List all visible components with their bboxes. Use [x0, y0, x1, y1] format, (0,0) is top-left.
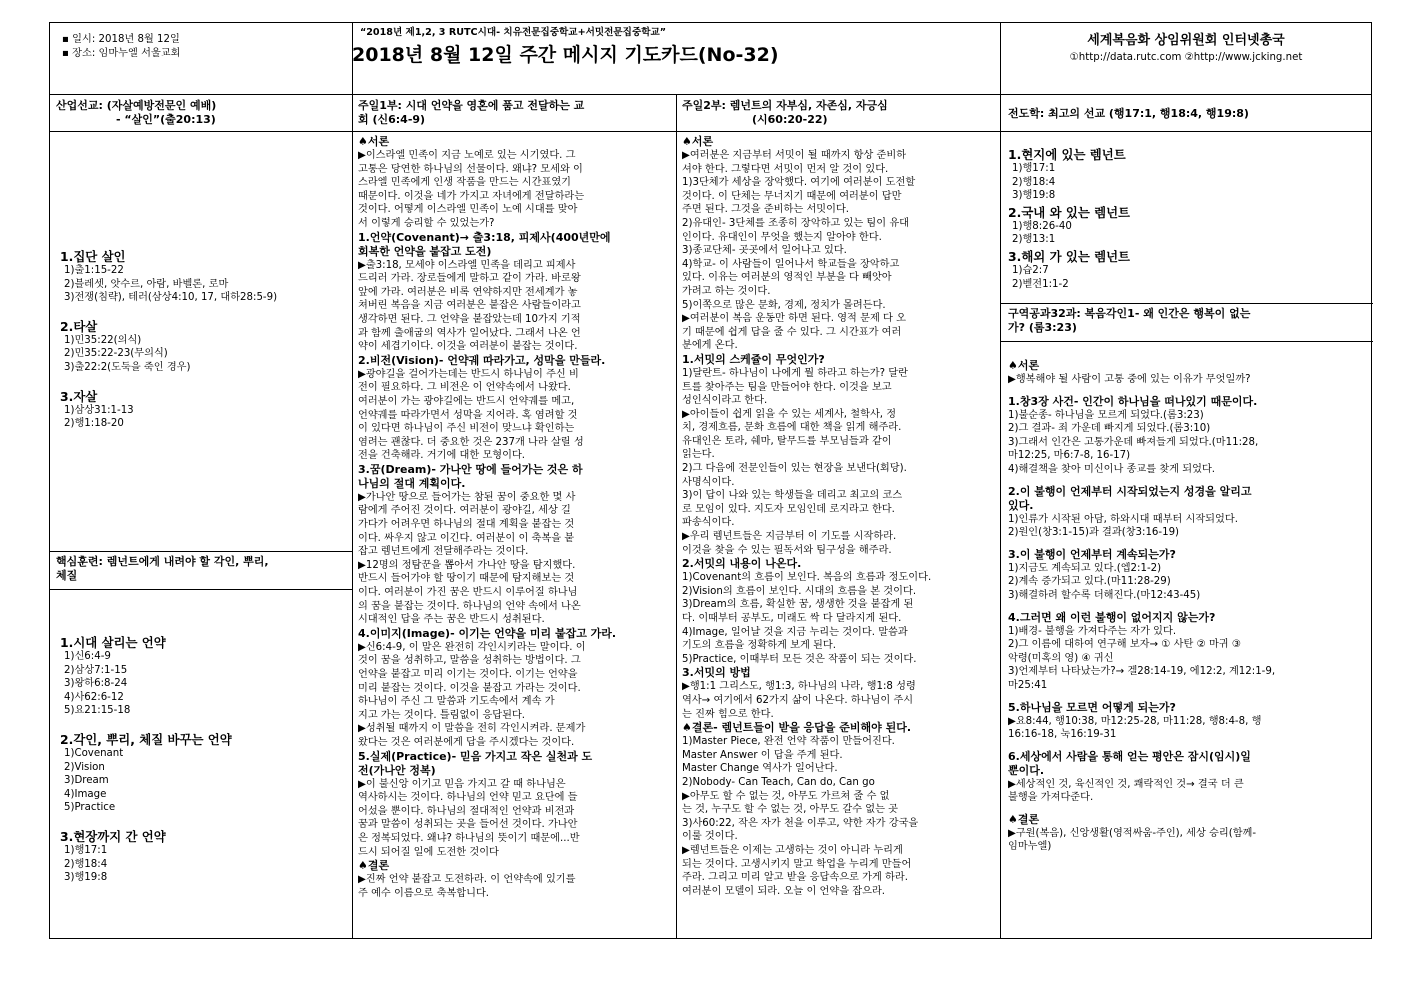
divider [50, 131, 1371, 132]
org-name: 세계복음화 상임위원회 인터넷총국 [1087, 33, 1285, 48]
body-line: 마12:25, 마6:7-8, 16-17) [1008, 450, 1131, 462]
reference-item: 1)민35:22(의식) [64, 334, 142, 346]
point-heading: 전(가나안 정복) [358, 763, 436, 777]
body-line: 고통은 당연한 하나님의 선물이다. 왜냐? 모세와 이 [358, 163, 583, 175]
spacer [60, 375, 350, 389]
body-line: 미리 붙잡는 것이다. 이것을 붙잡고 가라는 것이다. [358, 682, 581, 694]
body-line: 주 예수 이름으로 축복합니다. [358, 887, 490, 899]
point-heading: ♠서론 [358, 135, 390, 148]
body-line: ▶진짜 언약 붙잡고 도전하라. 이 언약속에 있기를 [358, 874, 576, 886]
section-title: 3.해외 가 있는 렘넌트 [1008, 248, 1131, 264]
date-text: ▪ 일시: 2018년 8월 12일 [62, 34, 180, 45]
point-heading: 4.이미지(Image)- 이기는 언약을 미리 붙잡고 가라. [358, 626, 617, 640]
body-line: 되는 것이다. 고생시키지 말고 학업을 누리게 만들어 [682, 858, 912, 870]
body-line: 3)Dream의 흐름, 확실한 꿈, 생생한 것을 붙잡게 된 [682, 599, 914, 611]
point-heading: 3.이 불행이 언제부터 계속되는가? [1008, 547, 1176, 561]
body-line: ▶여러분은 지금부터 서밋이 될 때까지 항상 준비하 [682, 150, 907, 161]
point-heading: 1.언약(Covenant)→ 출3:18, 피제사(400년만에 [358, 230, 611, 244]
body-line: 꿈과 말씀이 성취되는 곳을 들어선 것이다. 가나안 [358, 819, 578, 831]
body-line: ▶렘넌트들은 이제는 고생하는 것이 아니라 누리게 [682, 844, 903, 856]
body-line: Master Answer 이 답을 주게 된다. [682, 749, 843, 761]
column-body-1 [60, 249, 350, 449]
reference-item: 1)습2:7 [1012, 264, 1049, 276]
point-heading: 3.서밋의 방법 [682, 666, 751, 680]
body-line: 3)사60:22, 작은 자가 천을 이루고, 약한 자가 강국을 [682, 817, 919, 829]
column-heading-sub: 회 (신6:4-9) [358, 113, 426, 126]
body-line: 여러분이 가는 광야길에는 반드시 언약궤를 메고, [358, 395, 575, 407]
body-line: 파송식이다. [682, 517, 735, 529]
point-heading: 뿐이다. [1008, 763, 1045, 777]
body-line: 2)그 이름에 대하여 연구해 보자→ ① 사탄 ② 마귀 ③ [1008, 639, 1241, 651]
body-line: 3)해결하려 할수록 더해진다.(마12:43-45) [1008, 589, 1201, 601]
reference-item: 3)출22:2(도둑을 죽인 경우) [64, 361, 191, 373]
body-line: 마25:41 [1008, 679, 1048, 691]
body-line: ▶요8:44, 행10:38, 마12:25-28, 마11:28, 행8:4-8, 행 [1008, 715, 1262, 727]
point-heading: ♠결론 [358, 859, 390, 873]
spacer [60, 431, 350, 445]
section-title: 1.현지에 있는 렘넌트 [1008, 147, 1126, 162]
column-heading: 주일1부: 시대 언약을 영혼에 품고 전달하는 교 [358, 99, 585, 112]
body-line: 은 정복되었다. 왜냐? 하나님의 뜻이기 때문에...반 [358, 832, 580, 844]
body-line: 2)그 결과- 죄 가운데 빠지게 되었다.(롬3:10) [1008, 423, 1211, 435]
reference-item: 3)전쟁(침략), 테러(삼상4:10, 17, 대하28:5-9) [64, 292, 278, 304]
body-line: 것이다. 어떻게 이스라엘 민족이 노예 시대를 맞아 [358, 204, 578, 216]
reference-item: 2)블레셋, 앗수르, 아람, 바벨론, 로마 [64, 278, 229, 290]
body-line: 불행을 가져다준다. [1008, 792, 1094, 804]
reference-item: 2)행18:4 [1012, 176, 1056, 188]
point-heading: ♠결론- 렘넌트들이 받을 응답을 준비해야 된다. [682, 721, 912, 735]
body-line: ▶행1:1 그리스도, 행1:3, 하나님의 나라, 행1:8 성령 [682, 681, 916, 693]
body-line: 1)지금도 계속되고 있다.(엡2:1-2) [1008, 562, 1162, 574]
body-line: 어섰을 뿐이다. 하나님의 절대적인 언약과 비전과 [358, 805, 575, 817]
body-line: 4)Image, 일어날 것을 지금 누리는 것이다. 말씀과 [682, 626, 908, 638]
spacer [60, 815, 350, 829]
point-heading: 1.창3장 사건- 인간이 하나님을 떠나있기 때문이다. [1008, 394, 1258, 408]
body-line: 3)언제부터 나타났는가?→ 겔28:14-19, 에12:2, 계12:1-9, [1008, 666, 1276, 678]
column-heading-sub: (시60:20-22) [752, 113, 828, 126]
body-line: 염려는 괜찮다. 더 중요한 것은 237개 나라 살릴 성 [358, 436, 584, 448]
body-line: 1)Master Piece, 완전 언약 작품이 만들어진다. [682, 736, 895, 748]
body-line: 2)원인(창3:1-15)과 결과(창3:16-19) [1008, 527, 1180, 539]
body-line: 2)그 다음에 전문인들이 있는 현장을 보낸다(회당). [682, 463, 907, 475]
reference-item: 2)행1:18-20 [64, 418, 124, 430]
reference-item: 1)행17:1 [64, 844, 108, 856]
reference-item: 5)요21:15-18 [64, 705, 131, 717]
body-line: 전이 필요하다. 그 비전은 이 언약속에서 나왔다. [358, 382, 571, 394]
lesson-title: 구역공과32과: 복음각인1- 왜 인간은 행복이 없는 [1008, 307, 1251, 320]
body-line: 주면 된다. 그것을 준비하는 서밋이다. [682, 204, 850, 216]
body-line: 람에게 주어진 것이다. 여러분이 광야길, 세상 길 [358, 505, 571, 517]
reference-item: 4)Image [64, 788, 107, 800]
column-sermon-2 [682, 99, 998, 131]
reference-item: 2)Vision [64, 761, 105, 773]
divider [352, 23, 353, 95]
reference-item: 1)신6:4-9 [64, 651, 111, 662]
body-line: 쳐버린 복음을 지금 여러분은 붙잡은 사람들이라고 [358, 300, 581, 312]
body-line: 지고 가는 것이다. 틀림없이 응답된다. [358, 709, 526, 721]
column-sermon-1 [358, 99, 674, 131]
body-line: 는 진짜 힘으로 한다. [682, 708, 774, 720]
reference-item: 2)민35:22-23(무의식) [64, 348, 168, 360]
reference-item: 1)행8:26-40 [1012, 220, 1072, 232]
body-line: 가다가 어려우면 하나님의 절대 계획을 붙잡는 것 [358, 519, 575, 531]
core-heading: 핵심훈련: 렘넌트에게 내려야 할 각인, 뿌리, [56, 555, 269, 568]
body-line: 1)불순종- 하나님을 모르게 되었다.(롬3:23) [1008, 409, 1204, 421]
body-line: 시대적인 답을 주는 꿈은 반드시 성취된다. [358, 614, 545, 626]
spacer [1008, 477, 1370, 485]
body-line: 트를 찾아주는 팀을 만들어야 한다. 이것을 보고 [682, 381, 892, 393]
body-line: ▶이스라엘 민족이 지금 노예로 있는 시기였다. 그 [358, 150, 576, 161]
body-line: 인이다. 유대인이 무엇을 했는지 알아야 한다. [682, 231, 882, 243]
body-line: 1)3단체가 세상을 장악했다. 여기에 여러분이 도전할 [682, 177, 916, 189]
column-heading: 전도학: 최고의 선교 (행17:1, 행18:4, 행19:8) [1008, 107, 1249, 120]
body-line: 이 있다면 하나님이 주신 비전이 맞느냐 확인하는 [358, 423, 575, 435]
body-line: 과 함께 출애굽의 역사가 일어났다. 그래서 나온 언 [358, 327, 581, 339]
body-line: 있다. 이유는 여러분의 영적인 부분을 다 빼앗아 [682, 272, 892, 284]
core-heading-sub: 체질 [56, 569, 78, 582]
spacer [1008, 742, 1370, 750]
column-heading-sub: - “살인”(출20:13) [116, 113, 216, 126]
reference-item: 1)Covenant [64, 747, 124, 759]
body-line: 드시 되어질 일에 도전한 것이다 [358, 846, 499, 858]
title-block [352, 27, 779, 70]
divider [352, 95, 353, 938]
body-line: ▶우리 렘넌트들은 지금부터 이 기도를 시작하라. [682, 531, 897, 543]
lesson-title-sub: 가? (롬3:23) [1008, 321, 1077, 334]
body-line: 하나님이 주신 그 말씀과 기도속에서 계속 가 [358, 696, 555, 708]
divider [1000, 341, 1373, 342]
body-line: ▶세상적인 것, 육신적인 것, 쾌락적인 것→ 결국 더 큰 [1008, 778, 1244, 790]
body-line: 역사→ 여기에서 62가지 삶이 나온다. 하나님이 주시 [682, 694, 914, 706]
reference-item: 3)Dream [64, 775, 109, 787]
point-heading: 5.하나님을 모르면 어떻게 되는가? [1008, 700, 1176, 714]
reference-item: 1)삼상31:1-13 [64, 404, 134, 416]
divider [676, 95, 677, 938]
body-line: ▶신6:4-9, 이 말은 완전히 각인시키라는 말이다. 이 [358, 641, 586, 653]
body-line: 의 꿈을 붙잡는 것이다. 하나님의 언약 속에서 나온 [358, 600, 581, 612]
spacer [60, 305, 350, 319]
body-line: 이다. 싸우지 않고 이긴다. 여러분이 이 축복을 붙 [358, 532, 575, 544]
reference-item: 5)Practice [64, 802, 116, 814]
point-heading: ♠결론 [1008, 812, 1040, 826]
body-line: 2)유대인- 3단체를 조종히 장악하고 있는 팀이 유대 [682, 217, 910, 229]
body-line: 1)배경- 불행을 가져다주는 자가 있다. [1008, 625, 1177, 637]
body-line: 주라. 그리고 미리 알고 받을 응답속으로 가게 하라. [682, 872, 908, 884]
point-heading: 1.서밋의 스케쥴이 무엇인가? [682, 352, 825, 366]
point-heading: 나님의 절대 계획이다. [358, 476, 466, 490]
body-line: 3)종교단체- 곳곳에서 일어나고 있다. [682, 245, 847, 257]
divider [50, 551, 352, 552]
body-line: 드리러 가라. 장로들에게 말하고 같이 가라. 바로왕 [358, 273, 581, 285]
reference-item: 2)삼상7:1-15 [64, 664, 128, 676]
core-training-body [60, 635, 350, 935]
body-line: 임마누엘) [1008, 841, 1052, 853]
body-line: 는 것, 누구도 할 수 없는 것, 아무도 갈수 없는 곳 [682, 804, 898, 816]
point-heading: 회복한 언약을 붙잡고 도전) [358, 244, 492, 258]
section-title: 3.현장까지 간 언약 [60, 828, 166, 844]
section-title: 2.각인, 뿌리, 체질 바꾸는 언약 [60, 731, 232, 747]
body-line: 5)Practice, 이때부터 모든 것은 작품이 되는 것이다. [682, 653, 917, 665]
body-line: 성인식이라고 한다. [682, 395, 768, 407]
body-line: 약이 세겹기이다. 이것을 여러분이 붙잡는 것이다. [358, 341, 578, 353]
body-line: 생각하면 된다. 그 언약을 붙잡았는데 10가지 기적 [358, 313, 581, 325]
reference-item: 3)행19:8 [1012, 190, 1056, 202]
body-line: 3)그래서 인간은 고통가운데 빠져들게 되었다.(마11:28, [1008, 436, 1259, 448]
body-line: 2)Nobody- Can Teach, Can do, Can go [682, 776, 875, 788]
body-line: 때문이다. 이것을 네가 가지고 자녀에게 전달하라는 [358, 190, 585, 202]
point-heading: ♠서론 [682, 135, 714, 148]
body-line: 읽는다. [682, 449, 715, 461]
section-title: 1.집단 살인 [60, 249, 126, 264]
body-line: 전을 건축해라. 거기에 대한 모형이다. [358, 450, 526, 462]
point-heading: 6.세상에서 사람을 통해 얻는 평안은 잠시(임시)일 [1008, 749, 1251, 763]
divider [1000, 95, 1001, 938]
section-title: 2.타살 [60, 318, 98, 334]
lesson-heading [1008, 307, 1370, 339]
point-heading: 2.이 불행이 언제부터 시작되었는지 성경을 알리고 [1008, 484, 1252, 498]
org-block [1000, 31, 1372, 65]
point-heading: 2.서밋의 내용이 나온다. [682, 557, 802, 571]
body-line: 언약을 붙잡고 미리 이기는 것이다. 이기는 언약을 [358, 669, 578, 680]
body-line: 1)인류가 시작된 아담, 하와시대 때부터 시작되었다. [1008, 513, 1238, 525]
body-line: 스라엘 민족에게 인생 작품을 만드는 시간표였기 [358, 177, 572, 189]
body-line: 1)달란트- 하나님이 나에게 뭘 하라고 하는가? 달란 [682, 367, 908, 379]
column-heading: 산업선교: (자살예방전문인 예배) [56, 99, 217, 112]
body-line: 서 이렇게 승리할 수 있었는가? [358, 217, 495, 229]
body-line: ▶광야길을 걸어가는데는 반드시 하나님이 주신 비 [358, 368, 579, 380]
column-evangelism [1008, 107, 1370, 129]
reference-item: 1)출1:15-22 [64, 265, 124, 276]
body-line: 가려고 하는 것이다. [682, 285, 771, 297]
reference-item: 2)행18:4 [64, 858, 108, 870]
column-body-2 [358, 135, 674, 937]
body-line: 3)이 답이 나와 있는 학생들을 데리고 최고의 코스 [682, 490, 903, 502]
body-line: 다. 이때부터 공부도, 미래도 싹 다 달라지게 된다. [682, 613, 902, 624]
body-line: 16:16-18, 눅16:19-31 [1008, 729, 1117, 741]
spacer [1008, 693, 1370, 701]
section-title: 3.자살 [60, 388, 98, 404]
core-training-heading [56, 555, 348, 587]
body-line: 기도의 흐름을 정확하게 보게 된다. [682, 640, 836, 652]
body-line: 로 모임이 있다. 지도자 모임인데 로지라고 한다. [682, 503, 895, 515]
lesson-body [1008, 359, 1370, 937]
body-line: 악령(미혹의 영) ④ 귀신 [1008, 652, 1114, 664]
spacer [1008, 603, 1370, 611]
divider [1000, 23, 1001, 95]
body-line: 5)이쪽으로 많은 문화, 경제, 정치가 몰려든다. [682, 299, 886, 311]
body-line: 이다. 여러분이 가진 꿈은 반드시 이루어질 하나님 [358, 587, 578, 599]
point-heading: 3.꿈(Dream)- 가나안 땅에 들어가는 것은 하 [358, 462, 583, 476]
column-body-3 [682, 135, 998, 937]
body-line: 2)Vision의 흐름이 보인다. 시대의 흐름을 본 것이다. [682, 585, 917, 597]
body-line: ▶행복해야 될 사람이 고통 중에 있는 이유가 무엇일까? [1008, 374, 1251, 385]
subtitle: “2018년 제1,2, 3 RUTC시대- 치유전문집중학교+서밋전문집중학교” [359, 27, 667, 38]
body-line: 반드시 들어가야 할 땅이기 때문에 탐지해보는 것 [358, 573, 575, 585]
body-line: 역사하시는 것이다. 하나님의 언약 믿고 요단에 들 [358, 792, 578, 804]
card-frame [49, 22, 1372, 939]
column-heading: 주일2부: 렘넌트의 자부심, 자존심, 자긍심 [682, 99, 888, 112]
body-line: ▶아무도 할 수 없는 것, 아무도 가르쳐 줄 수 없 [682, 790, 890, 802]
point-heading: 2.비전(Vision)- 언약궤 따라가고, 성막을 만들라. [358, 353, 606, 367]
header-row [50, 23, 1371, 95]
spacer [1008, 540, 1370, 548]
body-line: ▶아이들이 쉽게 읽을 수 있는 세계사, 철학사, 정 [682, 408, 897, 420]
body-line: 셔야 한다. 그렇다면 서밋이 먼저 알 것이 있다. [682, 163, 889, 175]
body-line: 분에게 온다. [682, 340, 738, 352]
body-line: 여러분이 모델이 되라. 오늘 이 언약을 잡으라. [682, 885, 886, 897]
body-line: ▶여러분이 복음 운동만 하면 된다. 영적 문제 다 오 [682, 313, 906, 325]
spacer [1008, 387, 1370, 395]
body-line: 것이 꿈을 성취하고, 말씀을 성취하는 방법이다. 그 [358, 655, 581, 667]
section-title: 2.국내 와 있는 렘넌트 [1008, 204, 1131, 220]
meta-block [62, 33, 180, 60]
body-line: ▶이 불신앙 이기고 믿음 가지고 갈 때 하나님은 [358, 778, 566, 790]
body-line: ▶가나안 땅으로 들어가는 참된 꿈이 중요한 몇 사 [358, 491, 576, 503]
body-line: 치, 경제흐름, 문화 흐름에 대한 책을 읽게 해주라. [682, 422, 902, 434]
url-line: ①http://data.rutc.com ②http://www.jcking.net [1069, 52, 1303, 63]
spacer [1008, 291, 1370, 293]
body-line: ▶구원(복음), 신앙생활(영적싸움-주인), 세상 승리(함께- [1008, 827, 1257, 839]
body-line: 왔다는 것은 여러분에게 답을 주시겠다는 것이다. [358, 736, 575, 748]
point-heading: 4.그러면 왜 이런 불행이 없어지지 않는가? [1008, 610, 1216, 624]
section-title: 1.시대 살리는 언약 [60, 635, 166, 650]
reference-item: 3)왕하6:8-24 [64, 678, 128, 690]
spacer [1008, 805, 1370, 813]
spacer [60, 885, 350, 899]
column-industrial-mission [56, 99, 348, 131]
spacer [60, 718, 350, 732]
body-line: Master Change 역사가 일어난다. [682, 763, 838, 775]
divider [1000, 303, 1373, 304]
body-line: 사명식이다. [682, 476, 735, 488]
body-line: ▶성취될 때까지 이 말씀을 전히 각인시켜라. 문제가 [358, 723, 586, 735]
page-title: 2018년 8월 12일 주간 메시지 기도카드(No-32) [352, 43, 779, 66]
reference-item: 4)사62:6-12 [64, 691, 124, 703]
body-line: 앞에 가라. 여러분은 비록 연약하지만 전세계가 놓 [358, 286, 578, 298]
body-line: 4)해결책을 찾아 미신이나 종교를 찾게 되었다. [1008, 463, 1216, 475]
reference-item: 1)행17:1 [1012, 163, 1056, 174]
body-line: 잡고 렘넌트에게 전달해주라는 것이다. [358, 546, 529, 558]
column-body-4 [1008, 147, 1370, 297]
body-line: 이것을 찾을 수 있는 필독서와 팀구성을 해주라. [682, 544, 892, 556]
body-line: 이룰 것이다. [682, 831, 738, 843]
body-line: 2)계속 증가되고 있다.(마11:28-29) [1008, 576, 1171, 588]
body-line: ▶출3:18, 모세야 이스라엘 민족을 데리고 피제사 [358, 259, 576, 271]
body-line: 언약궤를 따라가면서 성막을 지어라. 혹 염려할 것 [358, 409, 578, 421]
body-line: 기 때문에 쉽게 답을 줄 수 있다. 그 시간표가 여러 [682, 326, 902, 338]
body-line: 것이다. 이 단체는 무너지기 때문에 여러분이 답만 [682, 190, 902, 202]
body-line: 4)학교- 이 사람들이 일어나서 학교들을 장악하고 [682, 258, 900, 270]
reference-item: 2)벧전1:1-2 [1012, 278, 1069, 290]
body-line: 유대인은 토라, 쉐마, 탈무드를 부모님들과 같이 [682, 435, 892, 447]
place-text: ▪ 장소: 임마누엘 서울교회 [62, 47, 181, 59]
divider [50, 589, 352, 590]
point-heading: ♠서론 [1008, 359, 1040, 372]
reference-item: 3)행19:8 [64, 872, 108, 884]
point-heading: 5.실제(Practice)- 믿음 가지고 작은 실천과 도 [358, 749, 593, 763]
point-heading: 있다. [1008, 498, 1034, 512]
body-line: ▶12명의 정탐꾼을 뽑아서 가나안 땅을 탐지했다. [358, 559, 576, 571]
body-line: 1)Covenant의 흐름이 보인다. 복음의 흐름과 정도이다. [682, 572, 932, 584]
reference-item: 2)행13:1 [1012, 234, 1056, 246]
